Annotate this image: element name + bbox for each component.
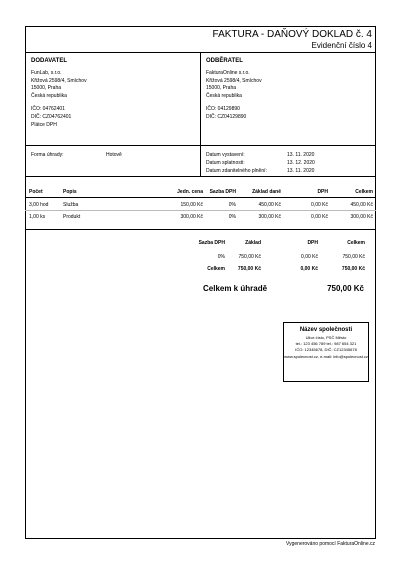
table-cell: 1,00 ks (29, 214, 46, 220)
customer-block (206, 70, 262, 122)
col-header-tax-base: Základ daně (252, 189, 281, 195)
table-cell: 300,00 Kč (350, 214, 373, 220)
supplier-ico: IČO: 04762401 (31, 106, 65, 113)
col-header-desc: Popis (63, 189, 77, 195)
vat-summary-total-label: Celkem (207, 266, 225, 272)
vat-summary-cell: 750,00 Kč (342, 254, 365, 260)
col-header-qty: Počet (29, 189, 43, 195)
seller-card (283, 322, 369, 382)
table-cell: 0% (228, 202, 236, 208)
table-cell: 3,00 hod (29, 202, 49, 208)
col-header-unit-price: Jedn. cena (177, 189, 203, 195)
col-header-vat-rate: Sazba DPH (209, 189, 236, 195)
vat-summary-total-cell: 750,00 Kč (341, 266, 365, 272)
customer-street: Křižová 2598/4, Smíchov (206, 77, 262, 84)
taxable-label: Datum zdanitelného plnění: (206, 168, 267, 174)
divider (25, 197, 376, 198)
issued-value: 13. 11. 2020 (287, 152, 315, 158)
customer-country: Česká republika (206, 92, 242, 99)
payment-label: Forma úhrady: (31, 152, 64, 158)
divider (25, 145, 376, 146)
vat-summary-cell: 0% (217, 254, 225, 260)
customer-dic: DIČ: CZ04129890 (206, 113, 247, 120)
due-label: Datum splatnosti: (206, 160, 245, 166)
col-header-total: Celkem (355, 189, 373, 195)
vat-summary-cell: 0,00 Kč (301, 254, 318, 260)
table-cell: 450,00 Kč (350, 202, 373, 208)
customer-city: 15000, Praha (206, 85, 237, 92)
supplier-dic: DIČ: CZ04762401 (31, 113, 72, 120)
divider (25, 210, 376, 211)
vat-summary-header-base: Základ (245, 240, 261, 246)
grand-total-label: Celkem k úhradě (203, 284, 268, 293)
seller-card-line: www.spolecnost.cz, e-mail: info@spolecnost.cz (284, 354, 368, 359)
supplier-city: 15000, Praha (31, 85, 62, 92)
seller-card-line: IČO: 12345678, DIČ: CZ12345678 (295, 347, 357, 352)
vat-summary-total-cell: 0,00 Kč (300, 266, 318, 272)
seller-card-name: Název společnosti (299, 327, 353, 333)
table-cell: 150,00 Kč (180, 202, 203, 208)
supplier-name: FunLab, s.r.o. (31, 70, 62, 76)
table-cell: 300,00 Kč (258, 214, 281, 220)
supplier-street: Křižová 2598/4, Smíchov (31, 77, 87, 84)
table-cell: 450,00 Kč (258, 202, 281, 208)
issued-label: Datum vystavení: (206, 152, 245, 158)
col-header-vat: DPH (317, 189, 328, 195)
customer-name: FakturaOnline s.r.o. (206, 70, 250, 76)
table-cell: 0% (228, 214, 236, 220)
divider (200, 52, 201, 176)
table-cell: Produkt (63, 214, 81, 220)
table-cell: 0,00 Kč (311, 214, 328, 220)
footer-note: Vygenerováno pomocí FakturaOnline.cz (285, 541, 375, 547)
table-cell: 0,00 Kč (311, 202, 328, 208)
taxable-value: 13. 11. 2020 (287, 168, 315, 174)
divider (25, 229, 376, 230)
divider (25, 176, 376, 177)
table-cell: Služba (63, 202, 79, 208)
supplier-block (31, 70, 87, 129)
due-value: 13. 12. 2020 (287, 160, 315, 166)
vat-summary-header-vat: DPH (307, 240, 318, 246)
seller-card-line: tel.: 123 456 789 tel.: 987 654 321 (295, 341, 357, 346)
table-cell: 300,00 Kč (180, 214, 203, 220)
supplier-heading: DODAVATEL (31, 58, 67, 64)
document-subtitle: Evidenční číslo 4 (311, 41, 372, 50)
customer-ico: IČO: 04129890 (206, 106, 240, 113)
vat-summary-total-cell: 750,00 Kč (237, 266, 261, 272)
supplier-vat-status: Plátce DPH (31, 121, 57, 128)
customer-heading: ODBĚRATEL (206, 58, 243, 64)
document-title: FAKTURA - DAŇOVÝ DOKLAD č. 4 (212, 29, 372, 40)
grand-total-value: 750,00 Kč (327, 284, 364, 293)
seller-card-line: Ulice číslo, PSČ Město (305, 335, 347, 340)
payment-value: Hotově (106, 152, 122, 158)
vat-summary-cell: 750,00 Kč (238, 254, 261, 260)
supplier-country: Česká republika (31, 92, 67, 99)
vat-summary-header-rate: Sazba DPH (198, 240, 225, 246)
vat-summary-header-total: Celkem (347, 240, 365, 246)
